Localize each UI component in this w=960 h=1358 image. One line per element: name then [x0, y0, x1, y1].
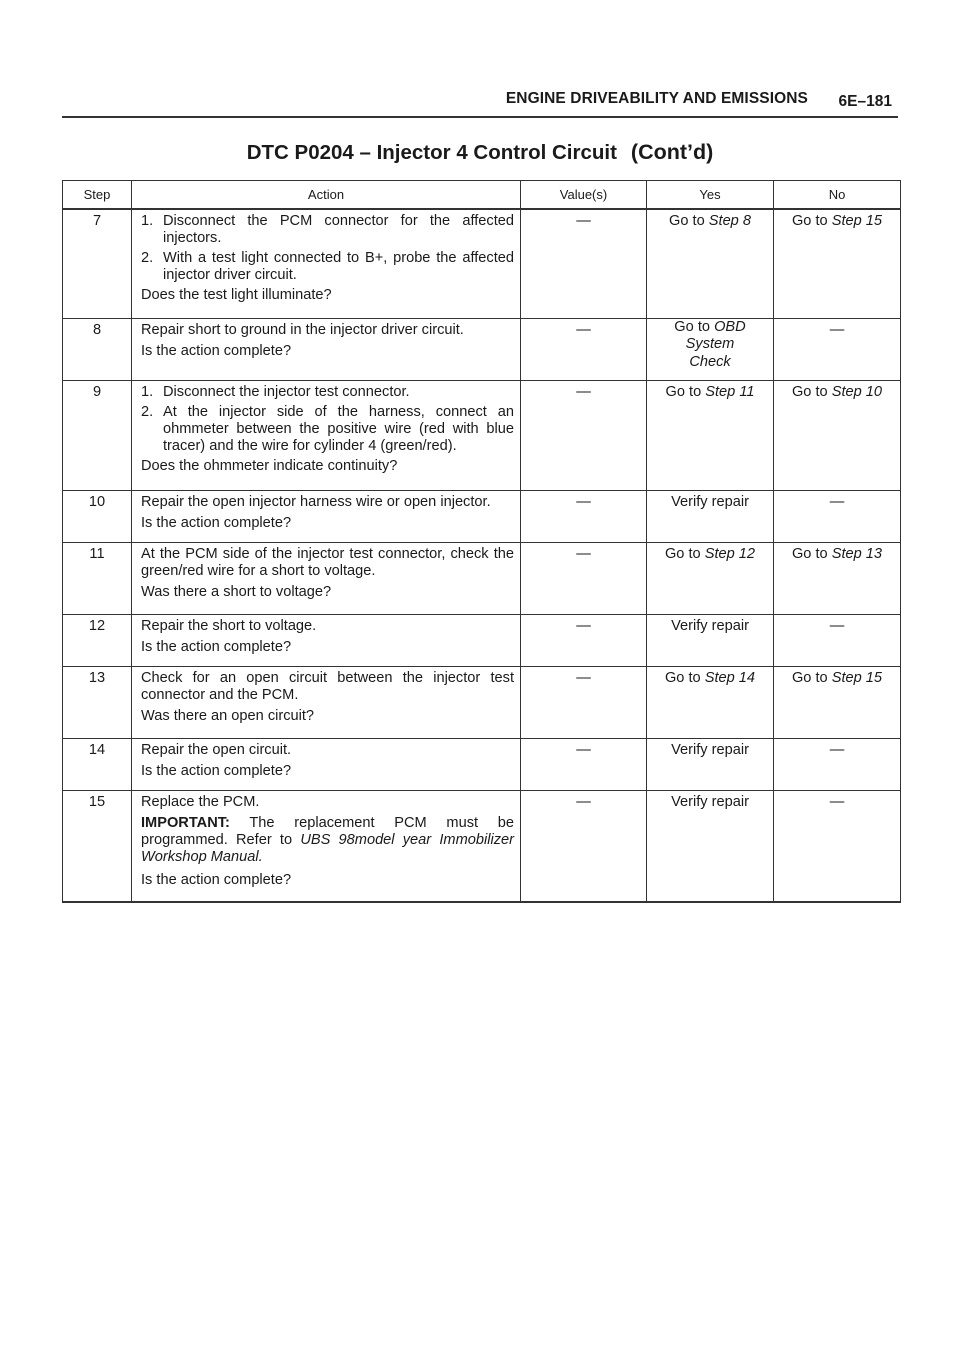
important-label: IMPORTANT: — [141, 814, 230, 831]
no-cell: — — [774, 738, 901, 790]
yes-cell: Go to Step 11 — [647, 380, 774, 490]
step-number: 12 — [63, 614, 132, 666]
title-contd: (Cont’d) — [630, 140, 714, 164]
value-cell: — — [521, 790, 647, 902]
action-list — [141, 384, 514, 455]
list-item: 1. Disconnect the injector test connector. — [141, 383, 410, 400]
table-row — [63, 318, 901, 380]
col-header-yes: Yes — [647, 181, 774, 210]
yes-cell: Verify repair — [647, 790, 774, 902]
step-number: 9 — [63, 380, 132, 490]
action-text: Check for an open circuit between the injector test connector and the PCM. — [141, 669, 514, 703]
action-cell — [132, 318, 521, 380]
action-cell — [132, 380, 521, 490]
action-cell — [132, 209, 521, 318]
no-cell: — — [774, 614, 901, 666]
yes-cell: Verify repair — [647, 490, 774, 542]
step-number: 11 — [63, 542, 132, 614]
step-link[interactable]: Step 12 — [704, 545, 756, 562]
table-row — [63, 380, 901, 490]
step-link[interactable]: Step 14 — [704, 669, 756, 686]
manual-reference[interactable]: UBS 98model year Immobilizer Workshop Manual. — [141, 831, 514, 865]
action-text: Repair the short to voltage. — [141, 617, 317, 634]
action-text: Repair short to ground in the injector driver circuit. — [141, 321, 464, 338]
action-cell — [132, 542, 521, 614]
no-cell: Go to Step 10 — [774, 380, 901, 490]
step-link[interactable]: Step 11 — [705, 383, 755, 400]
action-question: Was there a short to voltage? — [141, 583, 332, 600]
list-item: 2. At the injector side of the harness, connect an ohmmeter between the positive wire (red with blue tracer) and the wire for cylinder 4 (green/red). — [141, 403, 514, 454]
section-title: ENGINE DRIVEABILITY AND EMISSIONS — [505, 90, 808, 107]
important-note: IMPORTANT: The replacement PCM must be programmed. Refer to UBS 98model year Immobilizer Workshop Manual. — [141, 814, 514, 865]
action-text: Repair the open injector harness wire or open injector. — [141, 493, 491, 510]
yes-cell: Go to Step 12 — [647, 542, 774, 614]
table-row — [63, 614, 901, 666]
action-text: Replace the PCM. — [141, 793, 260, 810]
action-question: Was there an open circuit? — [141, 707, 315, 724]
value-cell: — — [521, 666, 647, 738]
action-question: Is the action complete? — [141, 871, 292, 888]
obd-link[interactable]: OBD — [714, 318, 746, 335]
no-cell: — — [774, 790, 901, 902]
list-item: 1. Disconnect the PCM connector for the affected injectors. — [141, 213, 514, 246]
value-cell: — — [521, 738, 647, 790]
no-cell: — — [774, 318, 901, 380]
action-question: Does the test light illuminate? — [141, 287, 332, 303]
action-cell — [132, 738, 521, 790]
step-number: 15 — [63, 790, 132, 902]
table-row — [63, 790, 901, 902]
yes-cell: Go to Step 8 — [647, 209, 774, 318]
step-link[interactable]: Step 15 — [831, 669, 883, 686]
action-cell — [132, 790, 521, 902]
diagnostic-table — [62, 180, 901, 903]
table-row — [63, 666, 901, 738]
step-link[interactable]: Step 13 — [831, 545, 883, 562]
value-cell: — — [521, 490, 647, 542]
action-cell — [132, 614, 521, 666]
value-cell: — — [521, 542, 647, 614]
col-header-step: Step — [63, 181, 132, 210]
no-cell: — — [774, 490, 901, 542]
action-cell — [132, 490, 521, 542]
action-question: Is the action complete? — [141, 342, 292, 359]
action-text: Repair the open circuit. — [141, 741, 292, 758]
action-list — [141, 213, 514, 284]
step-number: 8 — [63, 318, 132, 380]
table-row — [63, 490, 901, 542]
table-row — [63, 738, 901, 790]
no-cell: Go to Step 15 — [774, 209, 901, 318]
value-cell: — — [521, 209, 647, 318]
col-header-values: Value(s) — [521, 181, 647, 210]
no-cell: Go to Step 15 — [774, 666, 901, 738]
step-number: 13 — [63, 666, 132, 738]
value-cell: — — [521, 614, 647, 666]
list-item: 2. With a test light connected to B+, probe the affected injector driver circuit. — [141, 250, 514, 283]
action-question: Is the action complete? — [141, 762, 292, 779]
page-header — [62, 88, 898, 118]
table-header-row — [63, 181, 901, 210]
step-number: 7 — [63, 209, 132, 318]
step-link[interactable]: Step 8 — [708, 213, 751, 229]
page-title — [0, 140, 960, 165]
yes-cell: Verify repair — [647, 738, 774, 790]
value-cell: — — [521, 318, 647, 380]
yes-cell: Go to OBD System Check — [647, 318, 774, 380]
table-row — [63, 542, 901, 614]
header-rule — [62, 116, 898, 118]
action-question: Is the action complete? — [141, 514, 292, 531]
step-link[interactable]: Step 10 — [831, 383, 883, 400]
yes-cell: Go to Step 14 — [647, 666, 774, 738]
action-question: Does the ohmmeter indicate continuity? — [141, 457, 398, 474]
step-link[interactable]: Step 15 — [831, 213, 883, 229]
col-header-no: No — [774, 181, 901, 210]
yes-cell: Verify repair — [647, 614, 774, 666]
page-number: 6E–181 — [838, 93, 892, 110]
value-cell: — — [521, 380, 647, 490]
table-row — [63, 209, 901, 318]
action-question: Is the action complete? — [141, 638, 292, 655]
action-cell — [132, 666, 521, 738]
no-cell: Go to Step 13 — [774, 542, 901, 614]
action-text: At the PCM side of the injector test connector, check the green/red wire for a short to voltage. — [141, 545, 514, 579]
step-number: 14 — [63, 738, 132, 790]
step-number: 10 — [63, 490, 132, 542]
col-header-action: Action — [132, 181, 521, 210]
title-main: DTC P0204 – Injector 4 Control Circuit — [246, 141, 617, 164]
